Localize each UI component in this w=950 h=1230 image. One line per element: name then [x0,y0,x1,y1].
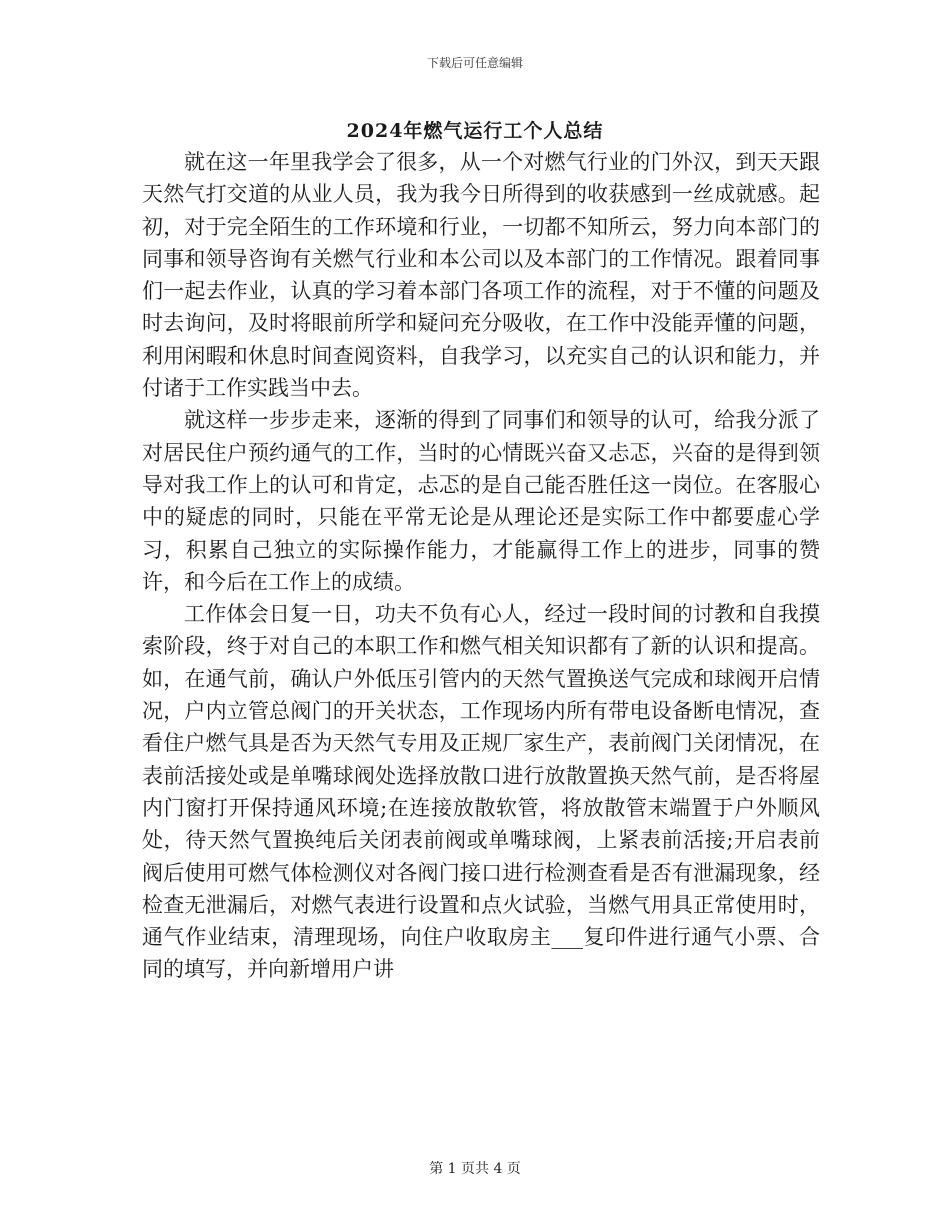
paragraph: 就这样一步步走来，逐渐的得到了同事们和领导的认可，给我分派了对居民住户预约通气的工作，当时的心情既兴奋又忐忑，兴奋的是得到领导对我工作上的认可和肯定，忐忑的是自己能否胜任这一岗位。在客服心中的疑虑的同时，只能在平常无论是从理论还是实际工作中都要虚心学习，积累自己独立的实际操作能力，才能赢得工作上的进步，同事的赞许，和今后在工作上的成绩。 [142,408,820,594]
paragraph: 就在这一年里我学会了很多，从一个对燃气行业的门外汉，到天天跟天然气打交道的从业人员，我为我今日所得到的收获感到一丝成就感。起初，对于完全陌生的工作环境和行业，一切都不知所云，努力向本部门的同事和领导咨询有关燃气行业和本公司以及本部门的工作情况。跟着同事们一起去作业，认真的学习着本部门各项工作的流程，对于不懂的问题及时去询问，及时将眼前所学和疑问充分吸收，在工作中没能弄懂的问题，利用闲暇和休息时间查阅资料，自我学习，以充实自己的认识和能力，并付诸于工作实践当中去。 [142,150,820,401]
document-body [142,146,820,986]
document-title: 2024年燃气运行工个人总结 [346,120,604,142]
header-note: 下载后可任意编辑 [426,56,523,70]
paragraph: 工作体会日复一日，功夫不负有心人，经过一段时间的讨教和自我摸索阶段，终于对自己的本职工作和燃气相关知识都有了新的认识和提高。如，在通气前，确认户外低压引管内的天然气置换送气完成和球阀开启情况，户内立管总阀门的开关状态，工作现场内所有带电设备断电情况，查看住户燃气具是否为天然气专用及正规厂家生产，表前阀门关闭情况，在表前活接处或是单嘴球阀处选择放散口进行放散置换天然气前，是否将屋内门窗打开保持通风环境;在连接放散软管，将放散管末端置于户外顺风处，待天然气置换纯后关闭表前阀或单嘴球阀，上紧表前活接;开启表前阀后使用可燃气体检测仪对各阀门接口进行检测查看是否有泄漏现象，经检查无泄漏后，对燃气表进行设置和点火试验，当燃气用具正常使用时，通气作业结束，清理现场，向住户收取房主___复印件进行通气小票、合同的填写，并向新增用户讲 [142,602,820,982]
page-number: 第 1 页共 4 页 [429,1161,521,1177]
